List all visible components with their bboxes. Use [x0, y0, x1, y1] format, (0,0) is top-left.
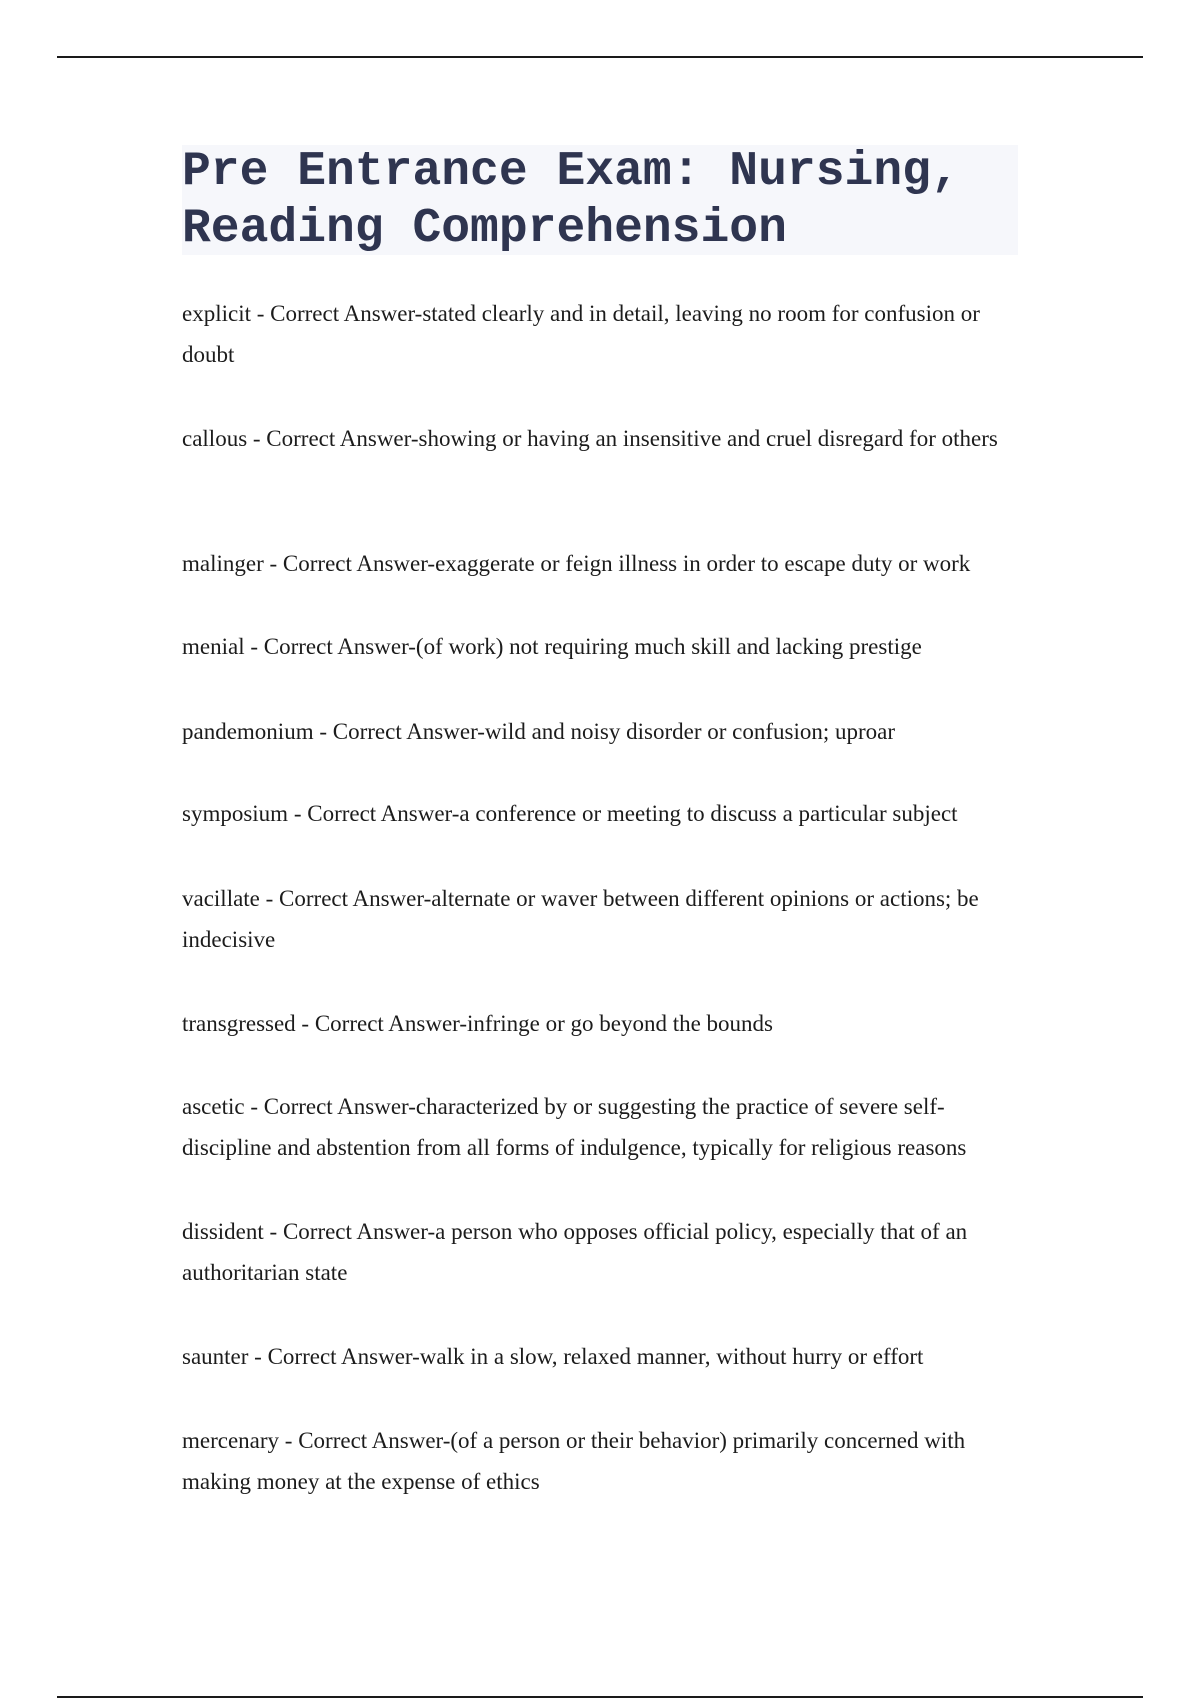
definition-entry: symposium - Correct Answer-a conference or meeting to discuss a particular subject: [182, 801, 958, 826]
definition-entry: saunter - Correct Answer-walk in a slow, relaxed manner, without hurry or effort: [182, 1344, 924, 1369]
definition-entry: transgressed - Correct Answer-infringe or go beyond the bounds: [182, 1011, 774, 1036]
definition-entry: menial - Correct Answer-(of work) not requiring much skill and lacking prestige: [182, 634, 922, 659]
definition-entry: malinger - Correct Answer-exaggerate or feign illness in order to escape duty or work: [182, 551, 971, 576]
definition-entry: ascetic - Correct Answer-characterized by or suggesting the practice of severe self-discipline and abstention from all forms of indulgence, typically for religious reasons: [182, 1094, 967, 1160]
title-banner: [182, 145, 1018, 255]
definition-entry: mercenary - Correct Answer-(of a person or their behavior) primarily concerned with making money at the expense of ethics: [182, 1428, 966, 1494]
top-divider: [57, 56, 1143, 58]
bottom-divider: [57, 1696, 1143, 1698]
definition-entry: dissident - Correct Answer-a person who opposes official policy, especially that of an authoritarian state: [182, 1219, 968, 1285]
page-title: Pre Entrance Exam: Nursing, Reading Comprehension: [182, 145, 960, 256]
definition-entry: callous - Correct Answer-showing or having an insensitive and cruel disregard for others: [182, 426, 998, 451]
definition-entry: explicit - Correct Answer-stated clearly and in detail, leaving no room for confusion or doubt: [182, 301, 980, 367]
definition-entry: pandemonium - Correct Answer-wild and noisy disorder or confusion; uproar: [182, 719, 896, 744]
definition-entry: vacillate - Correct Answer-alternate or waver between different opinions or actions; be indecisive: [182, 886, 979, 952]
